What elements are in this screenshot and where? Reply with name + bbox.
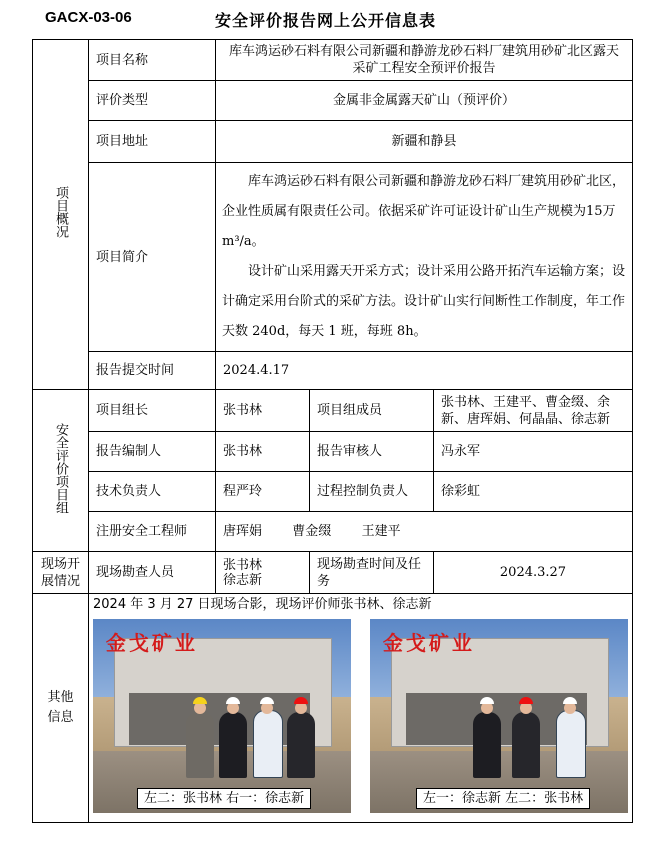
section-site: 现场开展情况 — [33, 552, 89, 594]
engineer-1: 唐珲娟 — [223, 524, 263, 539]
members-label: 项目组成员 — [310, 390, 434, 432]
submit-date-value: 2024.4.17 — [216, 352, 633, 390]
survey-time-label: 现场勘查时间及任务 — [310, 552, 434, 594]
photo-2-label: 左一：徐志新 左二：张书林 — [416, 788, 590, 809]
photo-row — [89, 619, 632, 813]
engineer-label: 注册安全工程师 — [89, 512, 216, 552]
engineer-value — [216, 512, 633, 552]
intro-label: 项目简介 — [89, 163, 216, 352]
photo-1-sign: 金戈矿业 — [105, 630, 198, 655]
engineer-3: 王建平 — [361, 524, 401, 539]
author-label: 报告编制人 — [89, 432, 216, 472]
document-code: GACX-03-06 — [45, 9, 132, 26]
process-lead-value: 徐彩虹 — [434, 472, 633, 512]
tech-lead-label: 技术负责人 — [89, 472, 216, 512]
survey-staff-value — [216, 552, 310, 594]
author-value: 张书林 — [216, 432, 310, 472]
survey-staff-2: 徐志新 — [223, 572, 263, 588]
section-other: 其他信息 — [33, 594, 89, 823]
survey-staff-label: 现场勘查人员 — [89, 552, 216, 594]
members-value: 张书林、王建平、曹金缀、余新、唐珲娟、何晶晶、徐志新 — [434, 390, 633, 432]
photo-2-sign: 金戈矿业 — [382, 630, 475, 655]
survey-time-value: 2024.3.27 — [434, 552, 633, 594]
reviewer-value: 冯永军 — [434, 432, 633, 472]
address-label: 项目地址 — [89, 121, 216, 163]
leader-label: 项目组长 — [89, 390, 216, 432]
intro-paragraph-2: 设计矿山采用露天开采方式；设计采用公路开拓汽车运输方案；设计确定采用台阶式的采矿方法。设计矿山实行间断性工作制度，年工作天数 240d，每天 1 班，每班 8h。 — [222, 264, 626, 339]
project-name-value: 库车鸿运砂石料有限公司新疆和静游龙砂石料厂建筑用砂矿北区露天采矿工程安全预评价报告 — [216, 40, 633, 81]
intro-value — [216, 163, 633, 352]
eval-type-value: 金属非金属露天矿山（预评价） — [216, 81, 633, 121]
intro-paragraph-1: 库车鸿运砂石料有限公司新疆和静游龙砂石料厂建筑用砂矿北区，企业性质属有限责任公司。依据采矿许可证设计矿山生产规模为15万m³/a。 — [222, 174, 626, 249]
photo-1-label: 左二：张书林 右一：徐志新 — [137, 788, 311, 809]
project-name-label: 项目名称 — [89, 40, 216, 81]
process-lead-label: 过程控制负责人 — [310, 472, 434, 512]
address-value: 新疆和静县 — [216, 121, 633, 163]
site-photo-2 — [370, 619, 628, 813]
leader-value: 张书林 — [216, 390, 310, 432]
other-info-cell — [89, 594, 633, 823]
site-photo-1 — [93, 619, 351, 813]
section-team: 安全评价项目组 — [33, 390, 89, 552]
engineer-2: 曹金缀 — [292, 524, 332, 539]
survey-staff-1: 张书林 — [223, 557, 263, 573]
eval-type-label: 评价类型 — [89, 81, 216, 121]
section-overview: 项目概况 — [33, 40, 89, 390]
submit-date-label: 报告提交时间 — [89, 352, 216, 390]
photo-caption: 2024 年 3 月 27 日现场合影，现场评价师张书林、徐志新 — [93, 597, 432, 612]
tech-lead-value: 程严玲 — [216, 472, 310, 512]
document-title: 安全评价报告网上公开信息表 — [215, 11, 437, 30]
reviewer-label: 报告审核人 — [310, 432, 434, 472]
info-table — [32, 39, 633, 823]
